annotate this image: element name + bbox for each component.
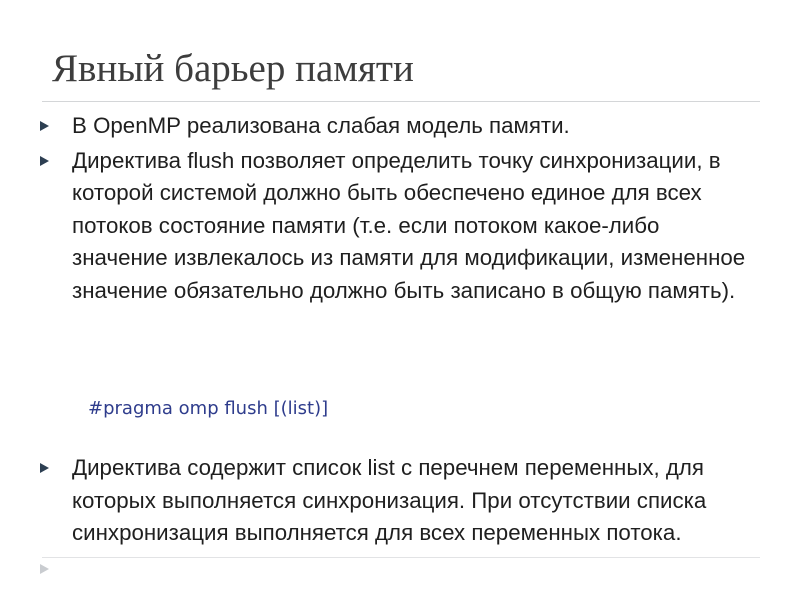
bullet-item — [40, 145, 760, 308]
bullet-list — [40, 110, 760, 309]
bullet-item — [40, 452, 760, 550]
bullet-text: Директива содержит список list с перечнем переменных, для которых выполняется синхронизация. При отсутствии списка синхронизация выполняется для всех переменных потока. — [72, 455, 707, 545]
bullet-text: Директива flush позволяет определить точку синхронизации, в которой системой должно быть обеспечено единое для всех потоков состояние памяти (т.е. если потоком какое-либо значение извлекалось из памяти для модификации, измененное значение обязательно должно быть записано в общую память). — [72, 147, 746, 303]
bullet-icon — [40, 121, 49, 131]
footer-bullet-icon — [40, 564, 49, 574]
bullet-list-secondary — [40, 452, 760, 552]
bullet-icon — [40, 463, 49, 473]
footer-divider — [42, 557, 760, 558]
bullet-icon — [40, 156, 49, 166]
bullet-item — [40, 110, 760, 143]
slide-title: Явный барьер памяти — [52, 47, 414, 90]
code-snippet: #pragma omp flush [(list)] — [88, 398, 329, 419]
title-divider — [42, 101, 760, 102]
bullet-text: В OpenMP реализована слабая модель памяти. — [72, 113, 570, 138]
